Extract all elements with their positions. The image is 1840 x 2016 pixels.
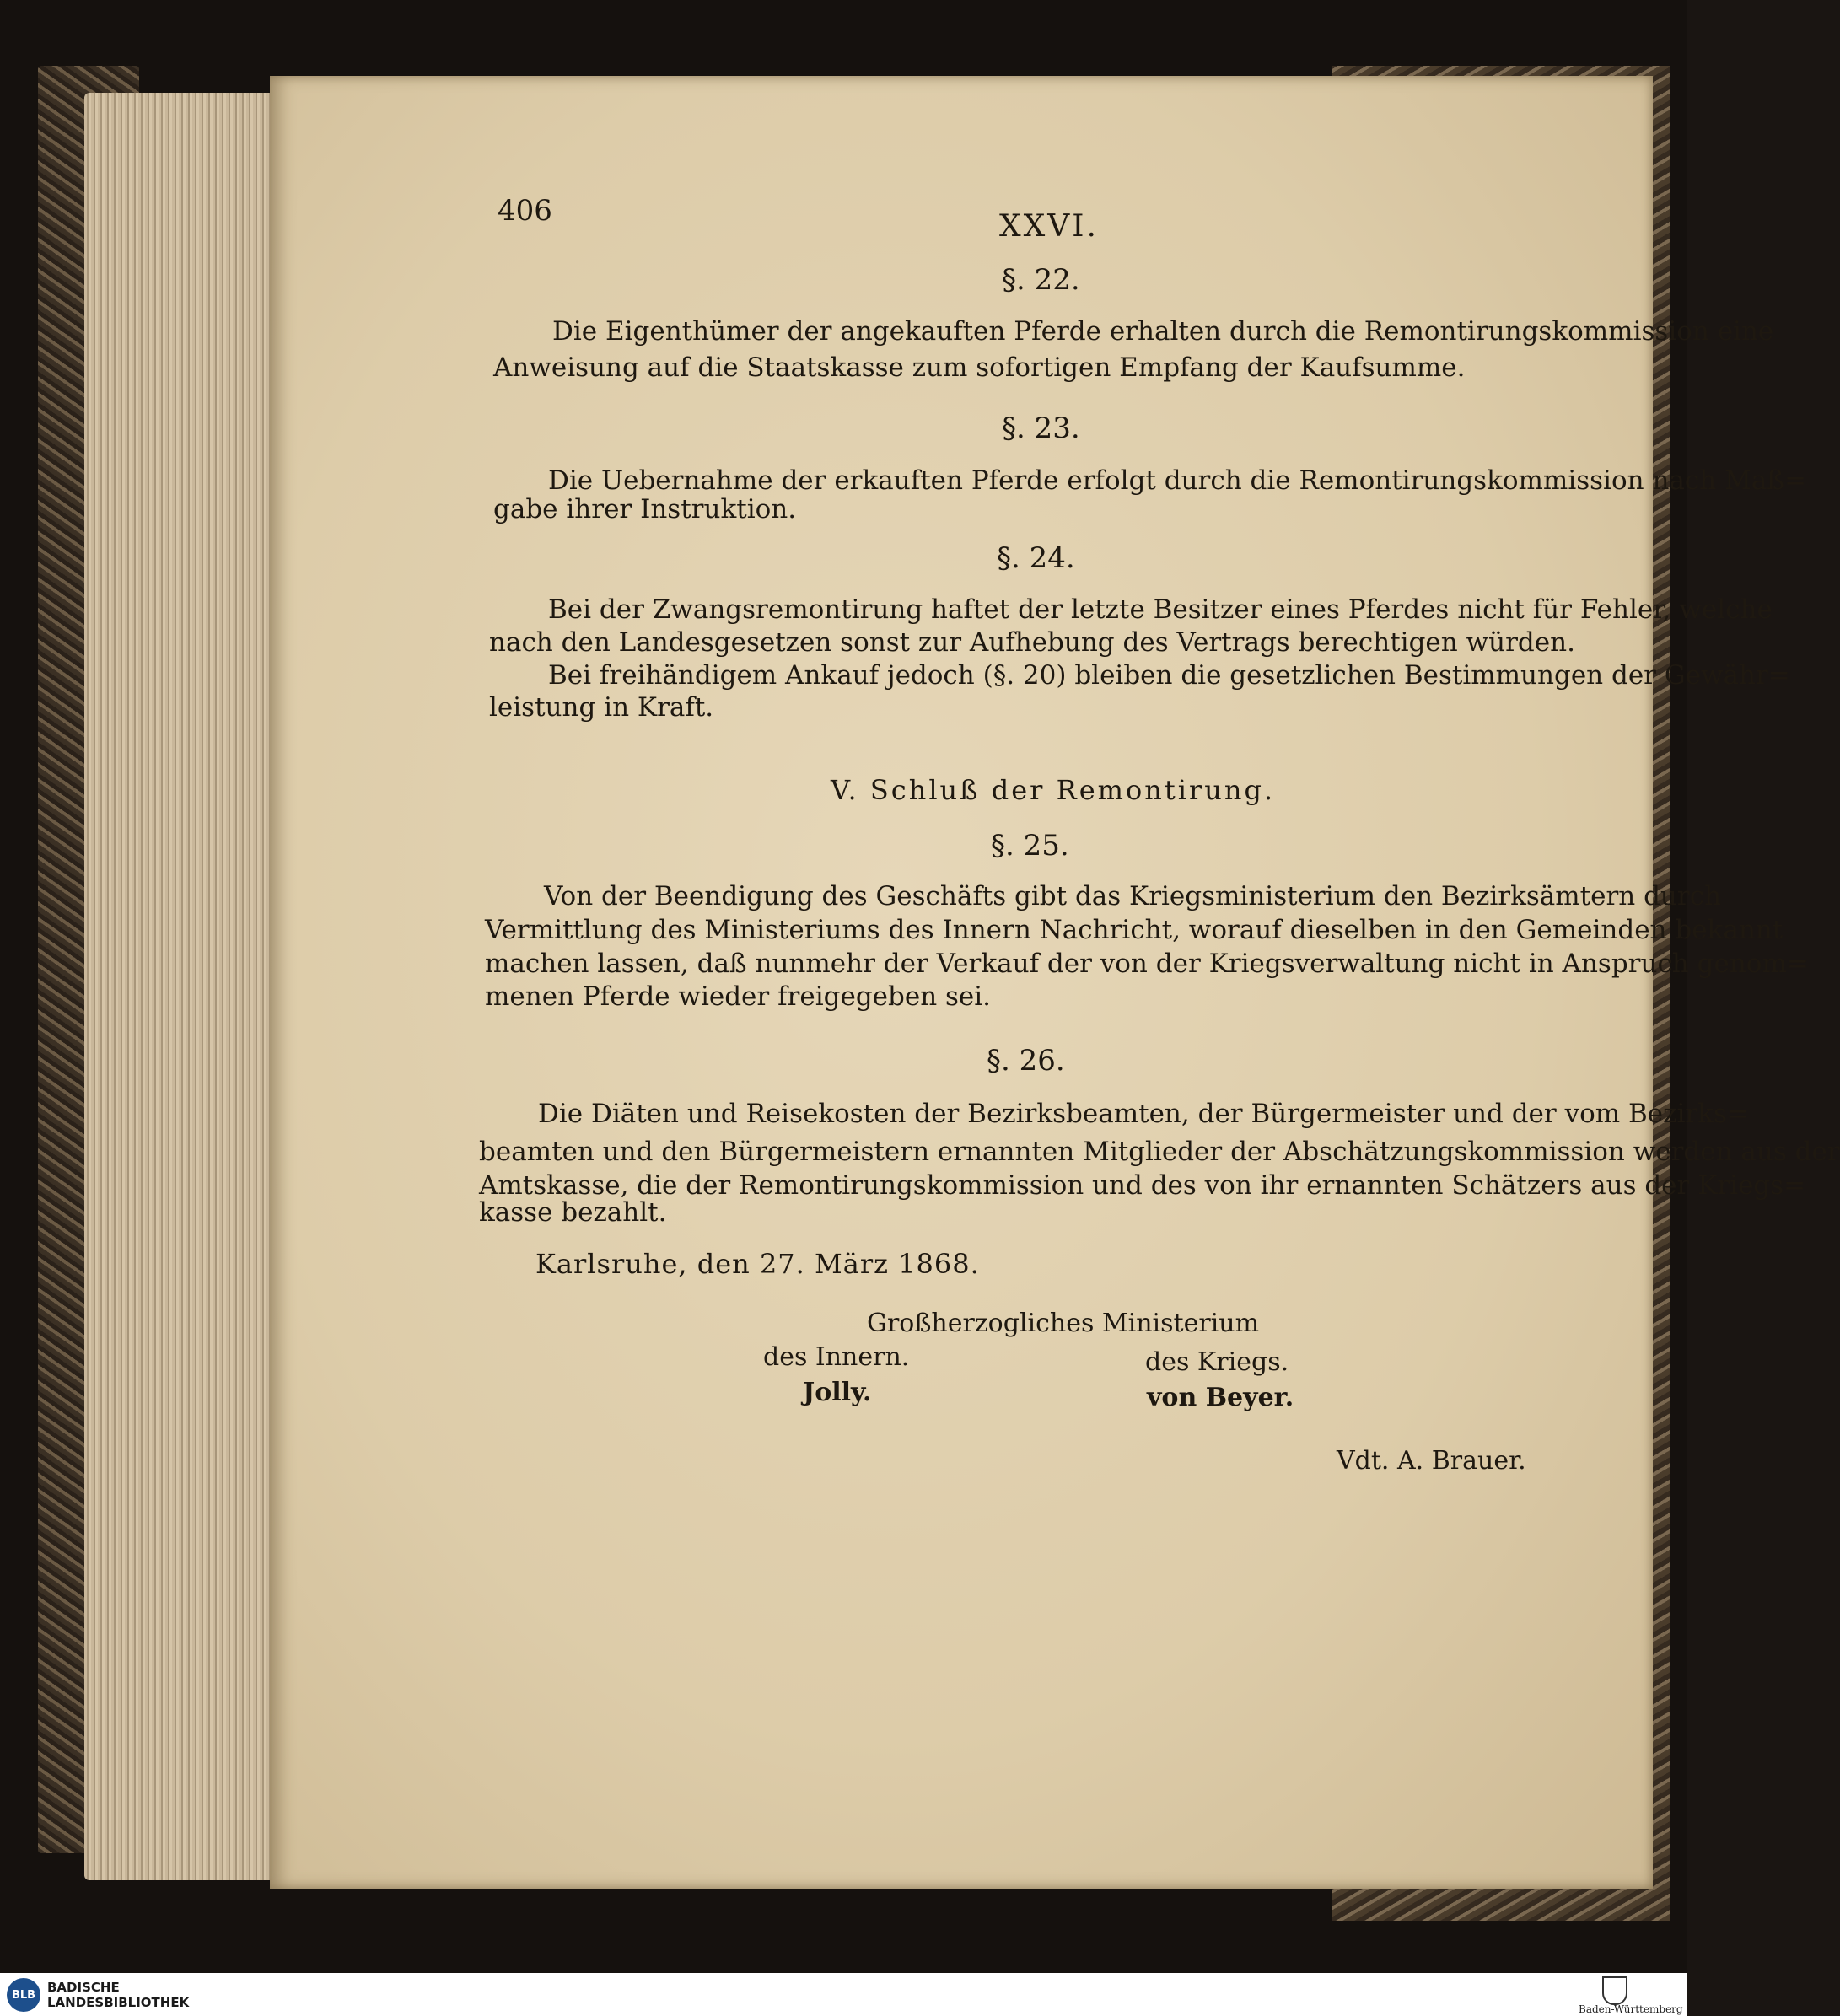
body-line: beamten und den Bürgermeistern ernannten Mitglieder der Abschätzungskommission werden aus der	[479, 1137, 1840, 1167]
body-line: machen lassen, daß nunmehr der Verkauf der von der Kriegsverwaltung nicht in Anspruch genom=	[485, 949, 1809, 979]
left-department: des Innern.	[763, 1342, 910, 1372]
section-title: V. Schluß der Remontirung.	[831, 774, 1276, 806]
paragraph-heading: §. 25.	[991, 829, 1069, 863]
body-line: Vermittlung des Ministeriums des Innern Nachricht, worauf dieselben in den Gemeinden bekannt	[485, 915, 1784, 945]
right-signatory: von Beyer.	[1147, 1383, 1294, 1412]
body-line: Amtskasse, die der Remontirungskommission und des von ihr ernannten Schätzers aus der Kriegs=	[479, 1170, 1806, 1201]
body-line: Die Diäten und Reisekosten der Bezirksbeamten, der Bürgermeister und der vom Bezirks=	[538, 1099, 1749, 1129]
state-label: Baden-Württemberg	[1579, 2003, 1683, 2015]
body-line: Die Uebernahme der erkauften Pferde erfolgt durch die Remontirungskommission nach Maß=	[548, 465, 1806, 496]
paragraph-heading: §. 26.	[987, 1044, 1065, 1078]
library-name-line1: BADISCHE	[47, 1980, 120, 1995]
library-name	[47, 1980, 189, 2010]
page-edges	[84, 93, 278, 1880]
chapter-number: XXVI.	[999, 209, 1099, 244]
left-signatory: Jolly.	[803, 1378, 872, 1407]
body-line: Anweisung auf die Staatskasse zum sofortigen Empfang der Kaufsumme.	[493, 352, 1466, 383]
right-department: des Kriegs.	[1145, 1347, 1289, 1377]
body-line: nach den Landesgesetzen sonst zur Aufhebung des Vertrags berechtigen würden.	[489, 627, 1575, 658]
body-line: kasse bezahlt.	[479, 1197, 667, 1228]
place-date: Karlsruhe, den 27. März 1868.	[535, 1248, 980, 1280]
ministry-title: Großherzogliches Ministerium	[867, 1309, 1260, 1338]
page-number: 406	[498, 194, 552, 228]
library-footer	[0, 1973, 1687, 2016]
body-line: Bei freihändigem Ankauf jedoch (§. 20) bleiben die gesetzlichen Bestimmungen der Gewähr=	[548, 660, 1790, 691]
attestation: Vdt. A. Brauer.	[1337, 1446, 1526, 1476]
body-line: gabe ihrer Instruktion.	[493, 494, 797, 524]
coat-of-arms-icon	[1602, 1976, 1627, 2005]
body-line: Die Eigenthümer der angekauften Pferde erhalten durch die Remontirungskommission eine	[552, 316, 1774, 347]
library-name-line2: LANDESBIBLIOTHEK	[47, 1995, 190, 2010]
paragraph-heading: §. 22.	[1002, 263, 1080, 297]
paragraph-heading: §. 24.	[997, 541, 1075, 575]
body-line: leistung in Kraft.	[489, 692, 714, 723]
paragraph-heading: §. 23.	[1002, 411, 1080, 445]
blb-logo[interactable]: BLB	[7, 1978, 40, 2012]
body-line: Von der Beendigung des Geschäfts gibt das Kriegsministerium den Bezirksämtern durch	[544, 881, 1722, 911]
body-line: menen Pferde wieder freigegeben sei.	[485, 981, 992, 1012]
body-line: Bei der Zwangsremontirung haftet der letzte Besitzer eines Pferdes nicht für Fehler, welche	[548, 594, 1773, 625]
